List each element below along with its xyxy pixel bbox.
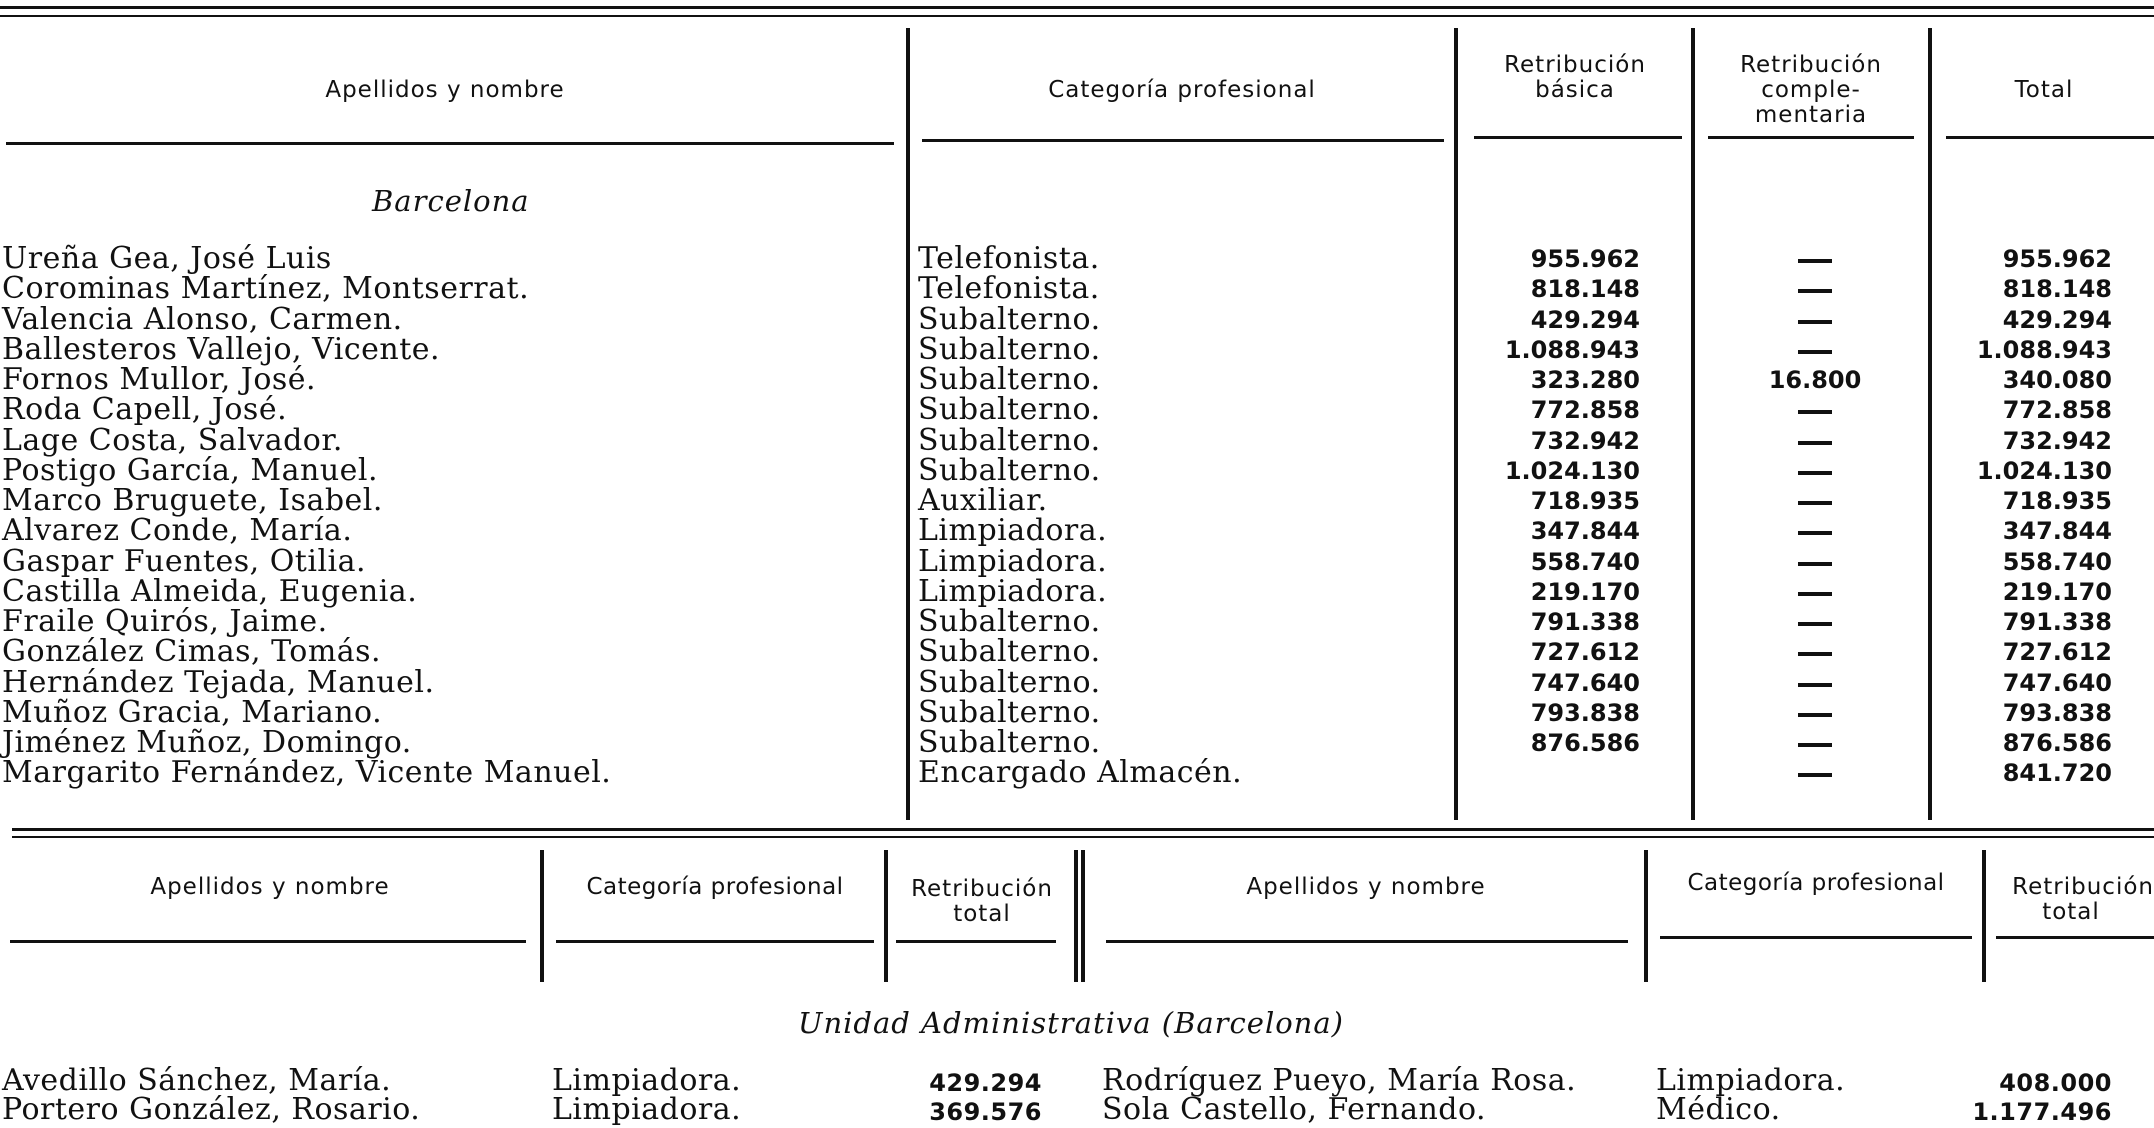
- bottom-header-total-line: Retribución: [2012, 874, 2154, 900]
- header-underline: [1708, 136, 1914, 139]
- table-row: [0, 271, 2154, 307]
- bottom-header-total-line: Retribución: [911, 876, 1053, 902]
- employee-name: Fornos Mullor, José.: [2, 362, 317, 397]
- professional-category: Limpiadora.: [1656, 1063, 1846, 1098]
- employee-name: Castilla Almeida, Eugenia.: [2, 573, 418, 609]
- table-row: [0, 573, 2154, 609]
- bottom-header-category: Categoría profesional: [586, 874, 844, 900]
- header-complementary: [1698, 53, 1924, 128]
- total-pay: 747.640: [2002, 668, 2112, 697]
- header-total: Total: [2014, 77, 2074, 103]
- complementary-pay-dash: [1798, 773, 1832, 777]
- bottom-col-divider: [1982, 850, 1986, 982]
- bottom-header-category: Categoría profesional: [1687, 870, 1945, 896]
- bottom-col-divider: [1074, 850, 1078, 982]
- professional-category: Telefonista.: [918, 271, 1100, 307]
- professional-category: Subalterno.: [918, 422, 1101, 458]
- basic-pay: 323.280: [1530, 366, 1640, 394]
- basic-pay: 955.962: [1530, 245, 1640, 273]
- employee-name: Sola Castello, Fernando.: [1102, 1092, 1487, 1127]
- professional-category: Subalterno.: [918, 634, 1101, 670]
- professional-category: Subalterno.: [918, 664, 1101, 700]
- basic-pay: 876.586: [1530, 729, 1640, 757]
- table-row: [0, 513, 2154, 549]
- complementary-pay-dash: [1798, 562, 1832, 566]
- header-comp-line: Retribución: [1740, 52, 1882, 78]
- complementary-pay-dash: [1798, 713, 1832, 717]
- header-basic: [1462, 53, 1688, 103]
- total-pay: 429.294: [929, 1069, 1042, 1097]
- professional-category: Subalterno.: [918, 694, 1101, 730]
- total-pay: 732.942: [2002, 426, 2112, 455]
- employee-name: Corominas Martínez, Montserrat.: [2, 271, 530, 307]
- basic-pay: 727.612: [1530, 638, 1640, 667]
- bottom-header-underline: [896, 940, 1056, 943]
- basic-pay: 1.088.943: [1504, 335, 1640, 364]
- table-row: [0, 483, 2154, 518]
- professional-category: Médico.: [1656, 1092, 1781, 1127]
- top-rule-2: [0, 15, 2154, 17]
- complementary-pay-dash: [1798, 259, 1832, 263]
- bottom-header-underline: [556, 940, 874, 943]
- complementary-pay-dash: [1798, 320, 1832, 324]
- total-pay: 429.294: [2002, 305, 2112, 334]
- professional-category: Subalterno.: [918, 392, 1101, 428]
- professional-category: Limpiadora.: [918, 573, 1108, 609]
- bottom-header-total: [1988, 875, 2154, 925]
- basic-pay: 1.024.130: [1504, 456, 1640, 485]
- total-pay: 558.740: [2002, 547, 2112, 576]
- table-row: [0, 241, 2154, 276]
- basic-pay: 429.294: [1530, 305, 1640, 334]
- total-pay: 955.962: [2002, 245, 2112, 273]
- employee-name: Rodríguez Pueyo, María Rosa.: [1102, 1063, 1577, 1098]
- bottom-header-underline: [1660, 936, 1972, 939]
- header-underline: [922, 139, 1444, 142]
- professional-category: Subalterno.: [918, 362, 1101, 397]
- basic-pay: 772.858: [1530, 396, 1640, 425]
- total-pay: 791.338: [2002, 608, 2112, 636]
- header-basic-line: básica: [1535, 77, 1615, 103]
- total-pay: 841.720: [2002, 759, 2112, 788]
- complementary-pay-dash: [1798, 410, 1832, 414]
- total-pay: 818.148: [2002, 275, 2112, 304]
- header-category: Categoría profesional: [1048, 77, 1316, 103]
- basic-pay: 818.148: [1530, 275, 1640, 304]
- bottom-col-divider: [1081, 850, 1085, 982]
- table-separator-rule-1: [12, 828, 2154, 831]
- complementary-pay-dash: [1798, 289, 1832, 293]
- employee-name: Jiménez Muñoz, Domingo.: [2, 725, 412, 760]
- total-pay: 347.844: [2002, 517, 2112, 546]
- bottom-col-divider: [884, 850, 888, 982]
- table-row: [0, 543, 2154, 579]
- table-row: [0, 301, 2154, 337]
- table-row: [0, 452, 2154, 488]
- employee-name: Margarito Fernández, Vicente Manuel.: [2, 755, 612, 791]
- employee-name: Roda Capell, José.: [2, 392, 288, 428]
- employee-name: Alvarez Conde, María.: [2, 513, 353, 549]
- basic-pay: 747.640: [1530, 668, 1640, 697]
- total-pay: 772.858: [2002, 396, 2112, 425]
- employee-name: Gaspar Fuentes, Otilia.: [2, 543, 367, 579]
- table-row: [0, 725, 2154, 760]
- total-pay: 1.024.130: [1976, 456, 2112, 485]
- basic-pay: 732.942: [1530, 426, 1640, 455]
- header-name: Apellidos y nombre: [325, 77, 565, 103]
- total-pay: 369.576: [929, 1098, 1042, 1126]
- header-underline: [1946, 136, 2154, 139]
- total-pay: 876.586: [2002, 729, 2112, 757]
- table-row: [0, 331, 2154, 367]
- employee-name: Portero González, Rosario.: [2, 1092, 421, 1127]
- bottom-header-underline: [10, 940, 526, 943]
- header-comp-line: comple-: [1761, 77, 1861, 103]
- table-row: [0, 422, 2154, 458]
- employee-name: González Cimas, Tomás.: [2, 634, 382, 670]
- bottom-col-divider: [1644, 850, 1648, 982]
- employee-name: Fraile Quirós, Jaime.: [2, 604, 328, 639]
- table-row: [0, 634, 2154, 670]
- professional-category: Limpiadora.: [918, 543, 1108, 579]
- professional-category: Limpiadora.: [552, 1063, 742, 1098]
- complementary-pay: 16.800: [1768, 366, 1862, 394]
- top-rule-1: [0, 6, 2154, 9]
- professional-category: Subalterno.: [918, 725, 1101, 760]
- header-underline: [6, 142, 894, 145]
- employee-name: Ureña Gea, José Luis: [2, 241, 332, 276]
- header-underline: [1474, 136, 1682, 139]
- complementary-pay-dash: [1798, 531, 1832, 535]
- header-basic-line: Retribución: [1504, 52, 1646, 78]
- complementary-pay-dash: [1798, 652, 1832, 656]
- total-pay: 408.000: [1999, 1069, 2112, 1097]
- table-row: [0, 392, 2154, 428]
- header-comp-line: mentaria: [1754, 102, 1868, 128]
- table-row: [0, 362, 2154, 397]
- professional-category: Encargado Almacén.: [918, 755, 1243, 791]
- section-title: Barcelona: [372, 184, 530, 218]
- complementary-pay-dash: [1798, 743, 1832, 747]
- table-row: [0, 755, 2154, 791]
- bottom-header-name: Apellidos y nombre: [1246, 874, 1486, 900]
- total-pay: 1.088.943: [1976, 335, 2112, 364]
- bottom-header-name: Apellidos y nombre: [150, 874, 390, 900]
- employee-name: Avedillo Sánchez, María.: [2, 1063, 392, 1098]
- basic-pay: 219.170: [1530, 577, 1640, 606]
- basic-pay: 558.740: [1530, 547, 1640, 576]
- professional-category: Subalterno.: [918, 301, 1101, 337]
- table-row: [0, 664, 2154, 700]
- total-pay: 1.177.496: [1972, 1098, 2112, 1126]
- professional-category: Subalterno.: [918, 331, 1101, 367]
- total-pay: 340.080: [2002, 366, 2112, 394]
- employee-name: Hernández Tejada, Manuel.: [2, 664, 435, 700]
- complementary-pay-dash: [1798, 683, 1832, 687]
- table-row: [0, 1092, 2154, 1127]
- professional-category: Limpiadora.: [552, 1092, 742, 1127]
- total-pay: 727.612: [2002, 638, 2112, 667]
- total-pay: 793.838: [2002, 698, 2112, 727]
- bottom-header-underline: [1996, 936, 2154, 939]
- basic-pay: 791.338: [1530, 608, 1640, 636]
- professional-category: Telefonista.: [918, 241, 1100, 276]
- bottom-header-total: [890, 877, 1074, 927]
- employee-name: Lage Costa, Salvador.: [2, 422, 343, 458]
- bottom-header-total-line: total: [2042, 899, 2100, 925]
- bottom-col-divider: [540, 850, 544, 982]
- employee-name: Marco Bruguete, Isabel.: [2, 483, 383, 518]
- complementary-pay-dash: [1798, 501, 1832, 505]
- professional-category: Subalterno.: [918, 604, 1101, 639]
- bottom-section-title: Unidad Administrativa (Barcelona): [798, 1006, 1344, 1040]
- complementary-pay-dash: [1798, 622, 1832, 626]
- employee-name: Muñoz Gracia, Mariano.: [2, 694, 383, 730]
- professional-category: Limpiadora.: [918, 513, 1108, 549]
- basic-pay: 347.844: [1530, 517, 1640, 546]
- professional-category: Auxiliar.: [918, 483, 1048, 518]
- total-pay: 718.935: [2002, 487, 2112, 515]
- employee-name: Ballesteros Vallejo, Vicente.: [2, 331, 441, 367]
- employee-name: Valencia Alonso, Carmen.: [2, 301, 403, 337]
- professional-category: Subalterno.: [918, 452, 1101, 488]
- table-separator-rule-2: [12, 836, 2154, 838]
- complementary-pay-dash: [1798, 592, 1832, 596]
- table-row: [0, 604, 2154, 639]
- table-row: [0, 694, 2154, 730]
- complementary-pay-dash: [1798, 350, 1832, 354]
- complementary-pay-dash: [1798, 441, 1832, 445]
- total-pay: 219.170: [2002, 577, 2112, 606]
- basic-pay: 793.838: [1530, 698, 1640, 727]
- basic-pay: 718.935: [1530, 487, 1640, 515]
- employee-name: Postigo García, Manuel.: [2, 452, 379, 488]
- bottom-header-underline: [1106, 940, 1628, 943]
- bottom-header-total-line: total: [953, 901, 1011, 927]
- complementary-pay-dash: [1798, 471, 1832, 475]
